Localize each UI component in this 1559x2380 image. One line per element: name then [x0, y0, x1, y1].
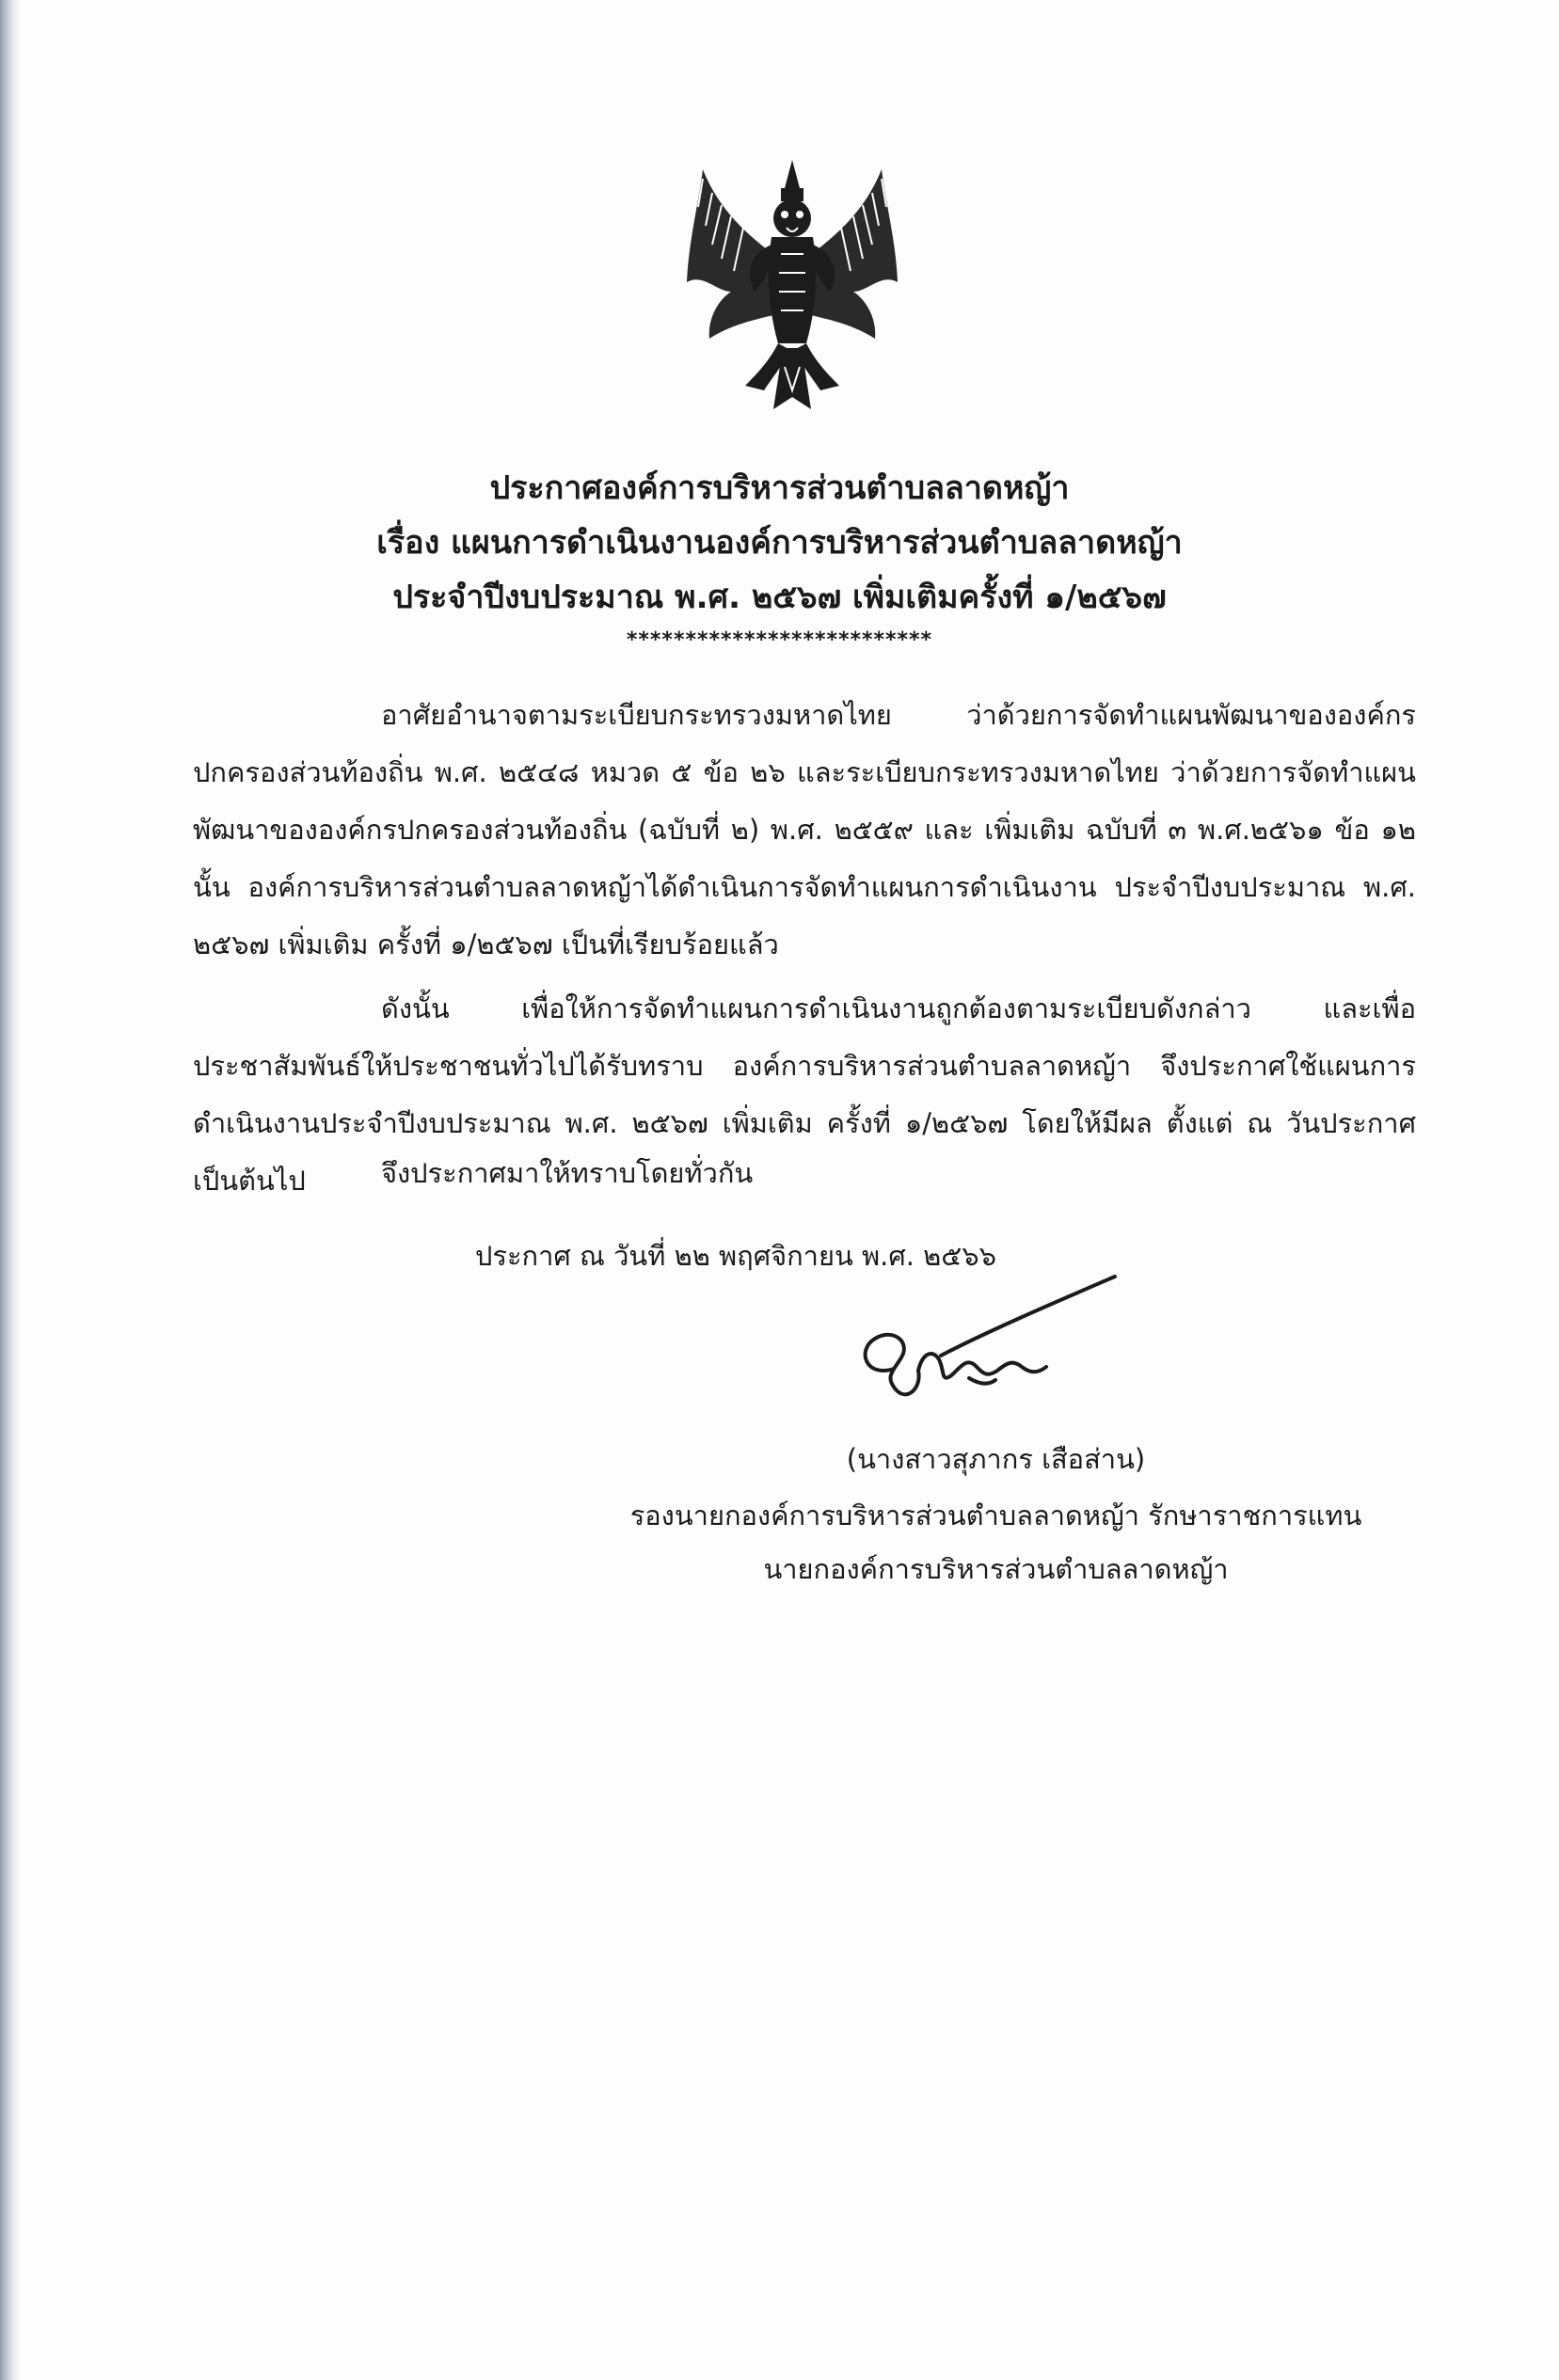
- garuda-emblem-icon: [679, 151, 905, 423]
- signatory-position-acting: นายกองค์การบริหารส่วนตำบลลาดหญ้า: [763, 1553, 1229, 1585]
- closing-statement: จึงประกาศมาให้ทราบโดยทั่วกัน: [381, 1157, 754, 1189]
- signatory-name: (นางสาวสุภากร เสือส่าน): [846, 1443, 1146, 1475]
- announcement-heading: ประกาศองค์การบริหารส่วนตำบลลาดหญ้า: [489, 469, 1070, 507]
- scan-edge-shadow: [0, 0, 21, 2380]
- body-paragraph-1: [193, 687, 1416, 974]
- announcement-date: ประกาศ ณ วันที่ ๒๒ พฤศจิกายน พ.ศ. ๒๕๖๖: [475, 1240, 997, 1272]
- body-paragraph-2: [193, 980, 1416, 1210]
- announcement-title-block: [0, 461, 1559, 657]
- paragraph-text: ดังนั้น เพื่อให้การจัดทำแผนการดำเนินงานถูกต้องตามระเบียบดังกล่าว และเพื่อประชาสัมพันธ์ให้ประชาชนทั่วไปได้รับทราบ องค์การบริหารส่วนตำบลลาดหญ้า จึงประกาศใช้แผนการดำเนินงานประจำปีงบประมาณ พ.ศ. ๒๕๖๗ เพิ่มเติม ครั้งที่ ๑/๒๕๖๗ โดยให้มีผล ตั้งแต่ ณ วันประกาศ เป็นต้นไป: [193, 992, 1416, 1197]
- announcement-fiscal-year: ประจำปีงบประมาณ พ.ศ. ๒๕๖๗ เพิ่มเติมครั้งที่ ๑/๒๕๖๗: [392, 579, 1167, 616]
- signatory-position: รองนายกองค์การบริหารส่วนตำบลลาดหญ้า รักษาราชการแทน: [629, 1499, 1362, 1531]
- title-separator: **************************: [626, 628, 933, 652]
- handwritten-signature: [828, 1265, 1129, 1425]
- paragraph-text: อาศัยอำนาจตามระเบียบกระทรวงมหาดไทย ว่าด้วยการจัดทำแผนพัฒนาขององค์กรปกครองส่วนท้องถิ่น พ.ศ. ๒๕๔๘ หมวด ๕ ข้อ ๒๖ และระเบียบกระทรวงมหาดไทย ว่าด้วยการจัดทำแผนพัฒนาขององค์กรปกครองส่วนท้องถิ่น (ฉบับที่ ๒) พ.ศ. ๒๕๕๙ และ เพิ่มเติม ฉบับที่ ๓ พ.ศ.๒๕๖๑ ข้อ ๑๒ นั้น องค์การบริหารส่วนตำบลลาดหญ้าได้ดำเนินการจัดทำแผนการดำเนินงาน ประจำปีงบประมาณ พ.ศ. ๒๕๖๗ เพิ่มเติม ครั้งที่ ๑/๒๕๖๗ เป็นที่เรียบร้อยแล้ว: [193, 699, 1416, 960]
- announcement-subject: เรื่อง แผนการดำเนินงานองค์การบริหารส่วนตำบลลาดหญ้า: [376, 524, 1183, 562]
